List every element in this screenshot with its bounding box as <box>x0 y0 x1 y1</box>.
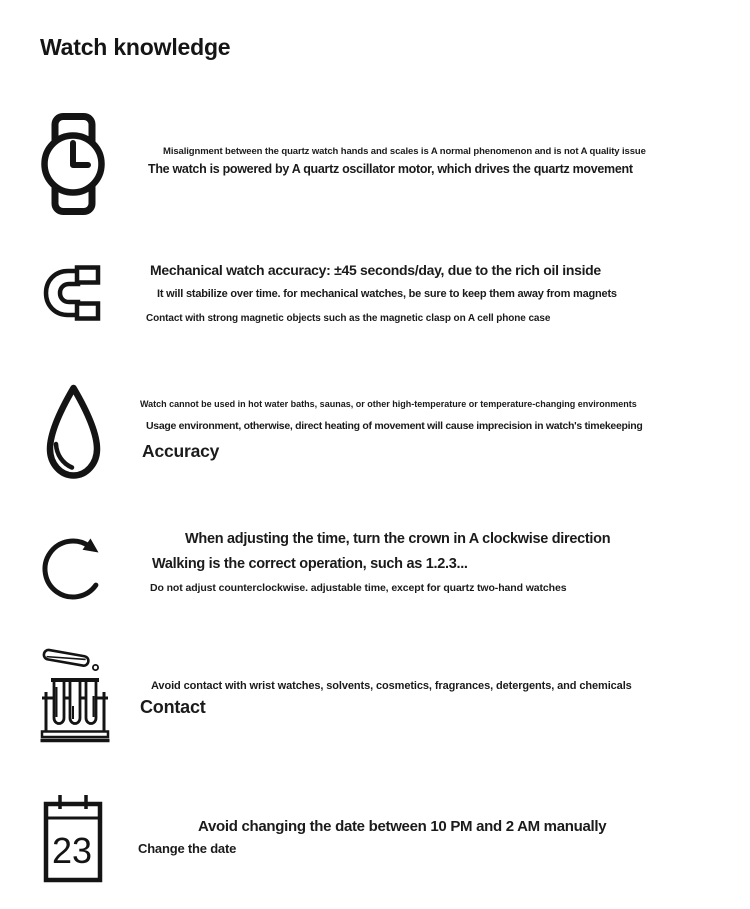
magnet-icon <box>42 264 106 327</box>
section3-heading-text: Accuracy <box>142 441 220 461</box>
water-drop-icon <box>41 382 106 487</box>
section3-sub-text: Usage environment, otherwise, direct heating of movement will cause imprecision in watch's timekeeping <box>146 420 643 432</box>
rotate-clockwise-icon <box>38 524 108 614</box>
section6-sub-text: Change the date <box>138 841 237 856</box>
watch-icon <box>40 112 106 221</box>
calendar-day-number: 23 <box>51 830 93 871</box>
section4-sub-text: Walking is the correct operation, such as 1.2.3... <box>152 556 468 572</box>
section6-heading-text: Avoid changing the date between 10 PM and 2 AM manually <box>198 818 607 835</box>
section1-note-text: Misalignment between the quartz watch hands and scales is A normal phenomenon and is not A quality issue <box>163 146 646 157</box>
calendar-icon <box>42 794 104 889</box>
section1-heading-text: The watch is powered by A quartz oscillator motor, which drives the quartz movement <box>148 162 633 176</box>
section2-sub-text: It will stabilize over time. for mechanical watches, be sure to keep them away from magnets <box>157 288 617 300</box>
section3-note-text: Watch cannot be used in hot water baths, saunas, or other high-temperature or temperature-changing environments <box>140 399 637 409</box>
section5-heading-text: Contact <box>140 697 206 717</box>
section2-note-text: Contact with strong magnetic objects such as the magnetic clasp on A cell phone case <box>146 313 551 324</box>
chemicals-test-tubes-icon <box>40 646 110 749</box>
section4-note-text: Do not adjust counterclockwise. adjustable time, except for quartz two-hand watches <box>150 582 567 594</box>
section5-sub-text: Avoid contact with wrist watches, solvents, cosmetics, fragrances, detergents, and chemicals <box>151 680 632 692</box>
page-title: Watch knowledge <box>40 34 231 60</box>
section2-heading-text: Mechanical watch accuracy: ±45 seconds/day, due to the rich oil inside <box>150 262 601 278</box>
section4-heading-text: When adjusting the time, turn the crown in A clockwise direction <box>185 531 611 547</box>
